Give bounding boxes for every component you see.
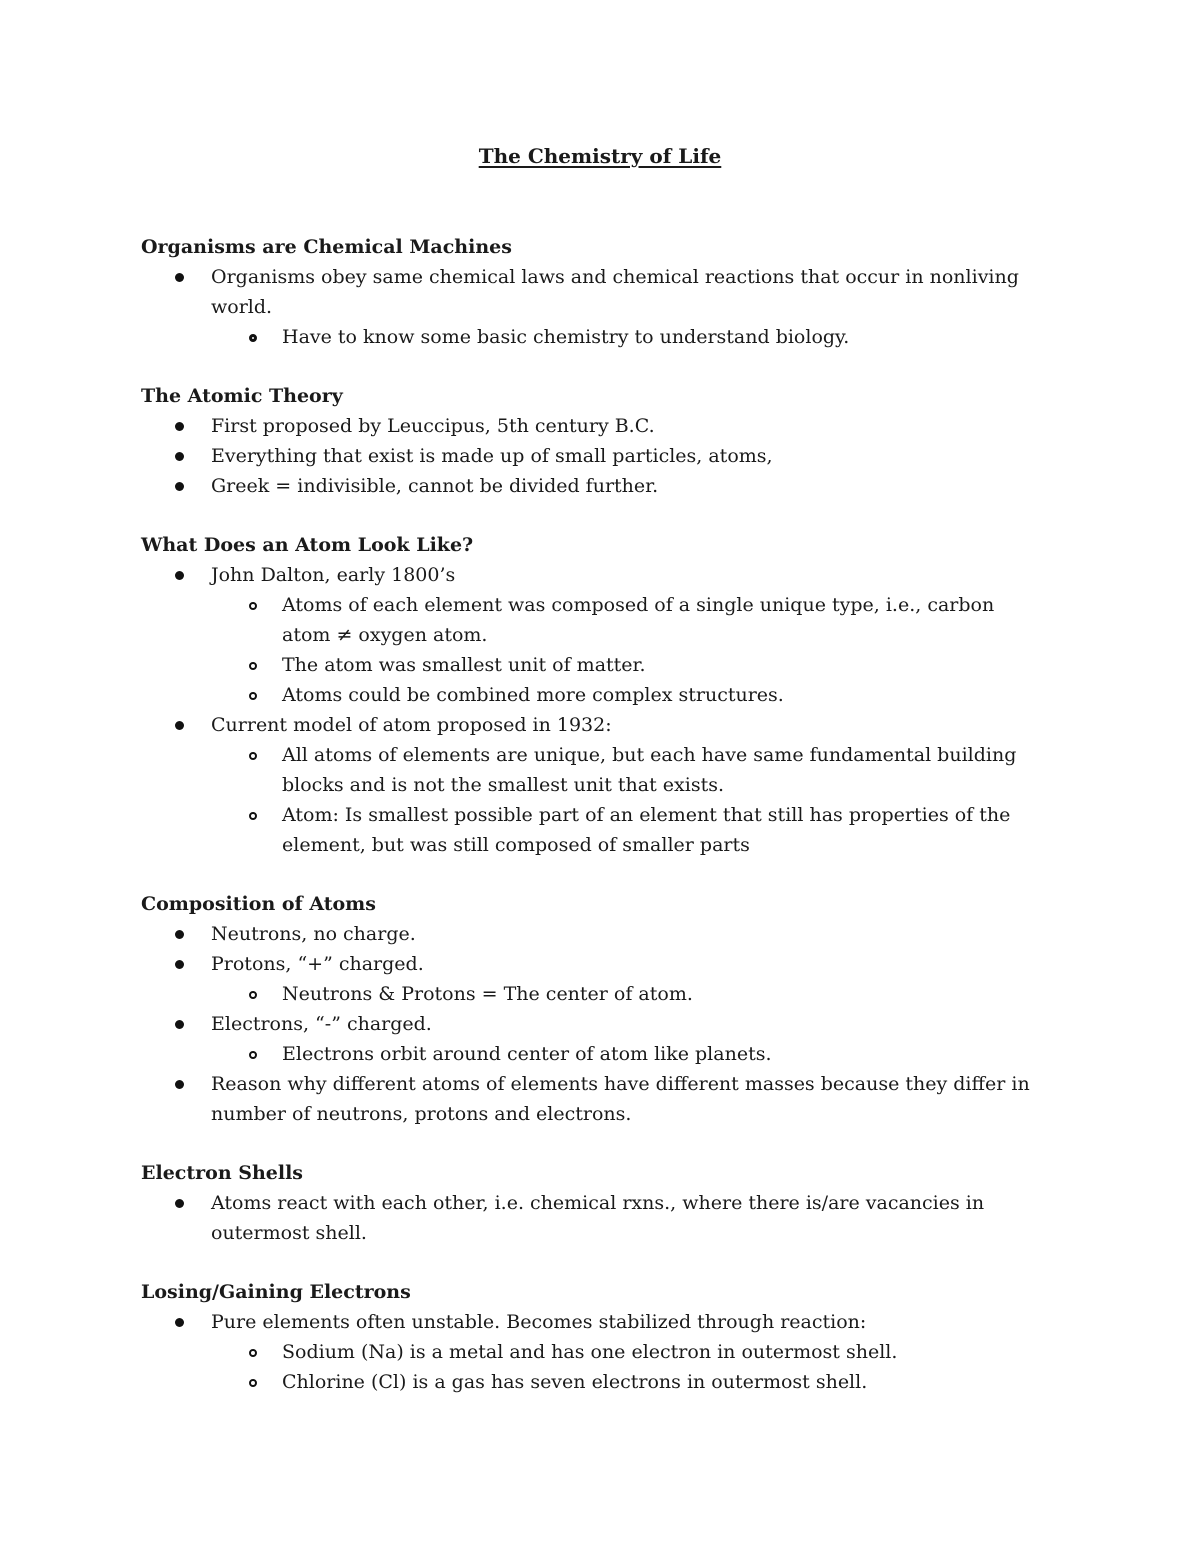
section-heading: The Atomic Theory	[141, 385, 343, 407]
list-item-text: Reason why different atoms of elements have different masses because they differ in number of neutrons, protons and electrons.	[211, 1073, 1030, 1125]
list-item-text: Organisms obey same chemical laws and chemical reactions that occur in nonliving world.	[211, 266, 1019, 318]
bullet-dot-icon	[175, 1020, 184, 1029]
list-item	[141, 1009, 1041, 1069]
list-item-text: Atoms react with each other, i.e. chemical rxns., where there is/are vacancies in outermost shell.	[211, 1192, 985, 1244]
bullet-dot-icon	[175, 1199, 184, 1208]
list-item-text: Electrons, “-” charged.	[211, 1013, 432, 1035]
document-body	[141, 232, 1041, 1426]
section-heading: Electron Shells	[141, 1162, 304, 1184]
hollow-circle-bullet-icon	[249, 991, 257, 999]
bullet-list	[141, 1307, 1041, 1397]
section	[141, 1158, 1041, 1248]
section-heading: Composition of Atoms	[141, 893, 376, 915]
list-item	[141, 1307, 1041, 1397]
list-item-text: Everything that exist is made up of small particles, atoms,	[211, 445, 773, 467]
bullet-dot-icon	[175, 1080, 184, 1089]
bullet-dot-icon	[175, 721, 184, 730]
hollow-circle-bullet-icon	[249, 752, 257, 760]
list-item-text: Protons, “+” charged.	[211, 953, 424, 975]
sub-list-item	[211, 322, 1041, 352]
list-item-text: John Dalton, early 1800’s	[211, 564, 456, 586]
list-item-text: First proposed by Leuccipus, 5th century B.C.	[211, 415, 655, 437]
sub-list-item-text: Neutrons & Protons = The center of atom.	[282, 983, 693, 1005]
bullet-dot-icon	[175, 960, 184, 969]
sub-list-item	[211, 1367, 1041, 1397]
bullet-list	[141, 262, 1041, 352]
sub-list-item-text: Atom: Is smallest possible part of an element that still has properties of the element, but was still composed of smaller parts	[282, 804, 1011, 856]
bullet-dot-icon	[175, 1318, 184, 1327]
sub-bullet-list	[211, 1337, 1041, 1397]
bullet-dot-icon	[175, 273, 184, 282]
bullet-dot-icon	[175, 571, 184, 580]
sub-list-item	[211, 650, 1041, 680]
list-item	[141, 1069, 1041, 1129]
sub-list-item-text: The atom was smallest unit of matter.	[282, 654, 646, 676]
section	[141, 232, 1041, 352]
bullet-list	[141, 1188, 1041, 1248]
hollow-circle-bullet-icon	[249, 602, 257, 610]
sub-list-item-text: Have to know some basic chemistry to understand biology.	[282, 326, 850, 348]
list-item	[141, 471, 1041, 501]
sub-list-item-text: Sodium (Na) is a metal and has one electron in outermost shell.	[282, 1341, 898, 1363]
bullet-dot-icon	[175, 482, 184, 491]
list-item	[141, 262, 1041, 352]
sub-list-item-text: Atoms of each element was composed of a single unique type, i.e., carbon atom ≠ oxygen atom.	[282, 594, 995, 646]
section	[141, 381, 1041, 501]
sub-bullet-list	[211, 590, 1041, 710]
sub-list-item	[211, 590, 1041, 650]
sub-list-item	[211, 979, 1041, 1009]
list-item-text: Greek = indivisible, cannot be divided further.	[211, 475, 659, 497]
sub-list-item-text: All atoms of elements are unique, but each have same fundamental building blocks and is not the smallest unit that exists.	[282, 744, 1017, 796]
section	[141, 889, 1041, 1129]
section	[141, 530, 1041, 860]
hollow-circle-bullet-icon	[249, 1051, 257, 1059]
list-item	[141, 441, 1041, 471]
sub-list-item-text: Chlorine (Cl) is a gas has seven electrons in outermost shell.	[282, 1371, 868, 1393]
hollow-circle-bullet-icon	[249, 662, 257, 670]
sub-list-item	[211, 680, 1041, 710]
bullet-list	[141, 411, 1041, 501]
list-item-text: Pure elements often unstable. Becomes stabilized through reaction:	[211, 1311, 867, 1333]
hollow-circle-bullet-icon	[249, 812, 257, 820]
sub-list-item-text: Atoms could be combined more complex structures.	[282, 684, 784, 706]
list-item	[141, 710, 1041, 860]
hollow-circle-bullet-icon	[249, 1349, 257, 1357]
bullet-dot-icon	[175, 452, 184, 461]
hollow-circle-bullet-icon	[249, 334, 257, 342]
list-item	[141, 560, 1041, 710]
section-heading: Organisms are Chemical Machines	[141, 236, 512, 258]
list-item	[141, 411, 1041, 441]
section-heading: Losing/Gaining Electrons	[141, 1281, 411, 1303]
bullet-list	[141, 560, 1041, 860]
sub-list-item-text: Electrons orbit around center of atom like planets.	[282, 1043, 772, 1065]
list-item	[141, 949, 1041, 1009]
hollow-circle-bullet-icon	[249, 692, 257, 700]
sub-list-item	[211, 800, 1041, 860]
sub-list-item	[211, 1337, 1041, 1367]
sub-bullet-list	[211, 740, 1041, 860]
sub-bullet-list	[211, 322, 1041, 352]
document-title: The Chemistry of Life	[478, 144, 722, 168]
list-item-text: Neutrons, no charge.	[211, 923, 416, 945]
hollow-circle-bullet-icon	[249, 1379, 257, 1387]
list-item	[141, 1188, 1041, 1248]
bullet-dot-icon	[175, 422, 184, 431]
sub-list-item	[211, 1039, 1041, 1069]
section-heading: What Does an Atom Look Like?	[141, 534, 474, 556]
bullet-list	[141, 919, 1041, 1129]
list-item-text: Current model of atom proposed in 1932:	[211, 714, 612, 736]
bullet-dot-icon	[175, 930, 184, 939]
sub-bullet-list	[211, 979, 1041, 1009]
sub-list-item	[211, 740, 1041, 800]
list-item	[141, 919, 1041, 949]
sub-bullet-list	[211, 1039, 1041, 1069]
section	[141, 1277, 1041, 1397]
